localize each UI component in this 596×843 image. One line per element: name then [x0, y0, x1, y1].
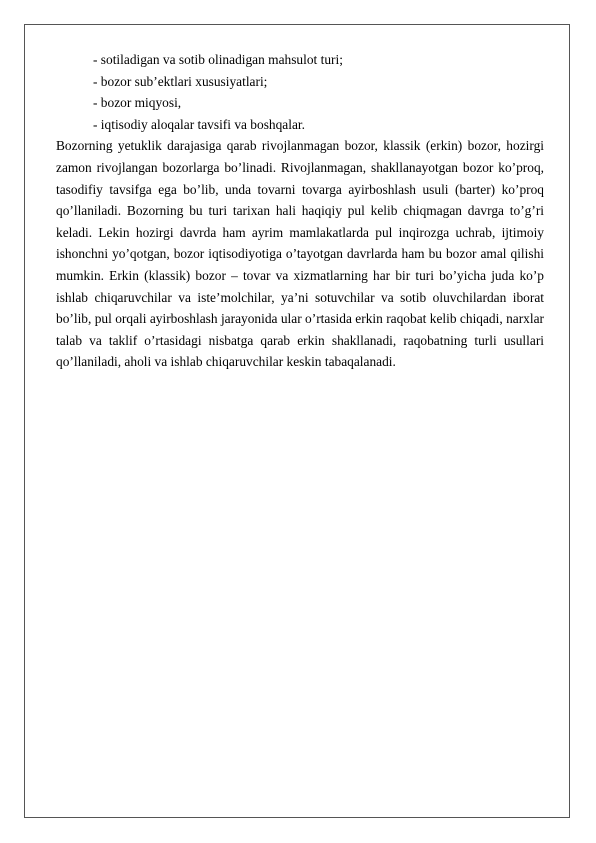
list-item: - iqtisodiy aloqalar tavsifi va boshqalar. [93, 116, 305, 132]
list-item: - sotiladigan va sotib olinadigan mahsulot turi; [93, 52, 343, 67]
list-item: - bozor sub’ektlari xususiyatlari; [93, 73, 268, 89]
body-paragraph: Bozorning yetuklik darajasiga qarab rivojlanmagan bozor, klassik (erkin) bozor, hozirgi zamon rivojlangan bozorlarga bo’linadi. Rivojlanmagan, shakllanayotgan bozor ko’proq, tasodifiy tavsifga ega bo’lib, unda tovarni tovarga ayirboshlash usuli (barter) ko’proq qo’llaniladi. Bozorning bu turi tarixan hali haqiqiy pul kelib chiqmagan davrga to’g’ri keladi. Lekin hozirgi davrda ham ayrim mamlakatlarda pul inqirozga uchrab, ijtimoiy ishonchni yo’qotgan, bozor iqtisodiyotiga o’tayotgan davrlarda ham bu bozor amal qilishi mumkin. Erkin (klassik) bozor – tovar va xizmatlarning har bir turi bo’yicha juda ko’p ishlab chiqaruvchilar va iste’molchilar, ya’ni sotuvchilar va sotib oluvchilardan iborat bo’lib, pul orqali ayirboshlash jarayonida ular o’rtasida erkin raqobat kelib chiqadi, narxlar talab va taklif o’rtasidagi nisbatga qarab erkin shakllanadi, raqobatning turli usullari qo’llaniladi, aholi va ishlab chiqaruvchilar keskin tabaqalanadi. [56, 138, 544, 370]
document-body [56, 49, 544, 373]
list-item: - bozor miqyosi, [93, 95, 182, 111]
